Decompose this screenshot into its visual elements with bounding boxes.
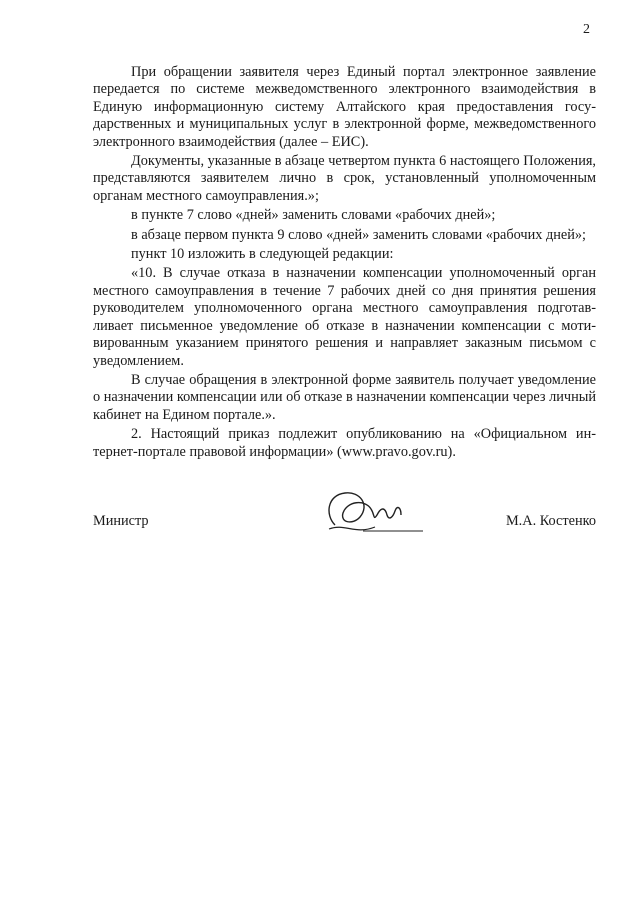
paragraph: Документы, указанные в абзаце четвертом пункта 6 настоящего Положения, представляются заявителем лично в срок, установленный уполномоченным органам местного самоуправления.»; (93, 153, 596, 204)
signer-name: М.А. Костенко (505, 513, 596, 529)
page-number: 2 (583, 22, 590, 37)
paragraph: в пункте 7 слово «дней» заменить словами «рабочих дней»; (131, 207, 496, 224)
paragraph: При обращении заявителя через Единый портал электронное заявление передается по системе межведомственного электронного взаимодействия в Единую информационную систему Алтайского края предоставления государственных и муниципальных услуг в электронной форме, межведомственного электронного взаимодействия (далее – ЕИС). (93, 64, 596, 150)
paragraph: в абзаце первом пункта 9 слово «дней» заменить словами «рабочих дней»; (131, 226, 587, 243)
handwritten-signature (315, 485, 425, 545)
signer-title: Министр (93, 513, 149, 529)
paragraph: «10. В случае отказа в назначении компенсации уполномоченный орган местного самоуправления в течение 7 рабочих дней со дня принятия решения руководителем уполномоченного органа местного самоуправления подготавливает письменное уведомление об отказе в назначении компенсации с мотивированным указанием принятого решения и направляет заказным письмом с уведомлением. (93, 265, 596, 369)
paragraph: 2. Настоящий приказ подлежит опубликованию на «Официальном интернет-портале правовой информации» (www.pravo.gov.ru). (93, 426, 596, 460)
document-body (93, 64, 596, 461)
paragraph: В случае обращения в электронной форме заявитель получает уведомление о назначении компенсации или об отказе в назначении компенсации через личный кабинет на Едином портале.». (93, 371, 596, 423)
paragraph: пункт 10 изложить в следующей редакции: (131, 246, 394, 263)
signature-block (93, 505, 596, 565)
